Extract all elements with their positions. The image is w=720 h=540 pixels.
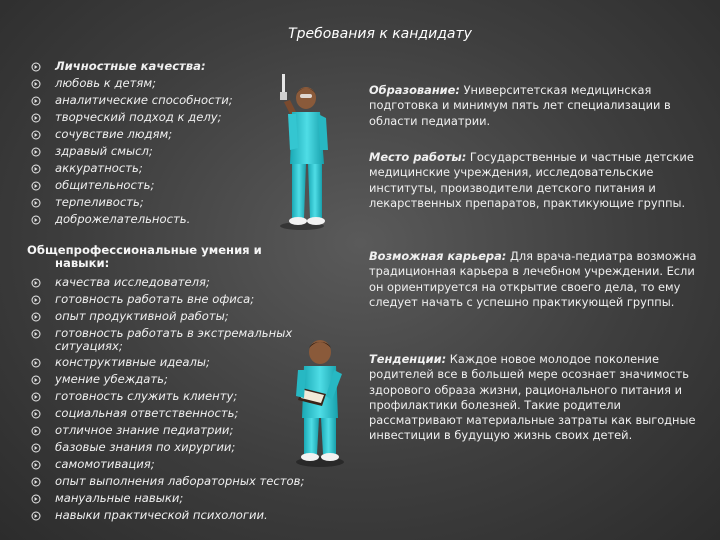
bullet-icon	[31, 164, 41, 174]
bullet-icon	[31, 130, 41, 140]
bullet-icon	[31, 443, 41, 453]
bullet-icon	[31, 477, 41, 487]
bullet-icon	[31, 113, 41, 123]
professional-item: базовые знания по хирургии;	[55, 440, 236, 454]
bullet-icon	[31, 426, 41, 436]
bullet-icon	[31, 494, 41, 504]
career-text: Для врача-педиатра возможна традиционная карьера в лечебном учреждении. Если он ориентируется на открытие своего дела, то ему следует начать с успешно практикующей группы.	[369, 249, 697, 309]
bullet-icon	[31, 358, 41, 368]
doctor-syringe-illustration	[262, 72, 338, 232]
bullet-icon	[31, 96, 41, 106]
personal-item: общительность;	[55, 178, 155, 192]
bullet-icon	[31, 62, 41, 72]
professional-item: конструктивные идеалы;	[55, 355, 210, 369]
personal-item: доброжелательность.	[55, 212, 191, 226]
bullet-icon	[31, 460, 41, 470]
professional-item: социальная ответственность;	[55, 406, 239, 420]
trends-block	[369, 352, 699, 444]
trends-text: Каждое новое молодое поколение родителей все в большей мере осознает значимость здорового образа жизни, рационального питания и профилактики болезней. Такие родители рассматривают материальные затраты как выгодные инвестиции в будущую жизнь своих детей.	[369, 352, 696, 443]
professional-heading-line1: Общепрофессиональные умения и	[27, 243, 262, 257]
workplace-text: Государственные и частные детские медицинские учреждения, исследовательские институты, производители детского питания и лекарственных препаратов, практикующие группы.	[369, 150, 694, 210]
professional-item: готовность работать в экстремальных	[55, 326, 293, 340]
professional-item: опыт продуктивной работы;	[55, 309, 229, 323]
professional-item: готовность служить клиенту;	[55, 389, 238, 403]
personal-item: аналитические способности;	[55, 93, 233, 107]
bullet-icon	[31, 147, 41, 157]
bullet-icon	[31, 329, 41, 339]
bullet-icon	[31, 312, 41, 322]
bullet-icon	[31, 409, 41, 419]
personal-item: сочувствие людям;	[55, 127, 173, 141]
bullet-icon	[31, 79, 41, 89]
career-block	[369, 249, 699, 310]
bullet-icon	[31, 181, 41, 191]
personal-item: творческий подход к делу;	[55, 110, 222, 124]
workplace-label: Место работы:	[369, 150, 467, 164]
education-label: Образование:	[369, 83, 460, 97]
workplace-block	[369, 150, 699, 211]
bullet-icon	[31, 198, 41, 208]
professional-item: ситуациях;	[55, 339, 123, 353]
bullet-icon	[31, 295, 41, 305]
professional-item: качества исследователя;	[55, 275, 210, 289]
personal-item: любовь к детям;	[55, 76, 156, 90]
professional-item: опыт выполнения лабораторных тестов;	[55, 474, 305, 488]
doctor-reading-illustration	[282, 338, 362, 468]
education-block	[369, 83, 699, 129]
slide-title: Требования к кандидату	[288, 26, 472, 42]
professional-item: отличное знание педиатрии;	[55, 423, 234, 437]
professional-heading-line2: навыки:	[55, 256, 110, 270]
professional-item: умение убеждать;	[55, 372, 168, 386]
professional-item: готовность работать вне офиса;	[55, 292, 255, 306]
personal-item: терпеливость;	[55, 195, 144, 209]
professional-item: навыки практической психологии.	[55, 508, 268, 522]
personal-heading: Личностные качества:	[55, 59, 206, 73]
bullet-icon	[31, 511, 41, 521]
professional-item: самомотивация;	[55, 457, 155, 471]
bullet-icon	[31, 278, 41, 288]
personal-item: аккуратность;	[55, 161, 143, 175]
bullet-icon	[31, 215, 41, 225]
bullet-icon	[31, 392, 41, 402]
personal-item: здравый смысл;	[55, 144, 153, 158]
education-text: Университетская медицинская подготовка и минимум пять лет специализации в области педиатрии.	[369, 83, 671, 128]
trends-label: Тенденции:	[369, 352, 447, 366]
career-label: Возможная карьера:	[369, 249, 507, 263]
bullet-icon	[31, 375, 41, 385]
professional-item: мануальные навыки;	[55, 491, 184, 505]
